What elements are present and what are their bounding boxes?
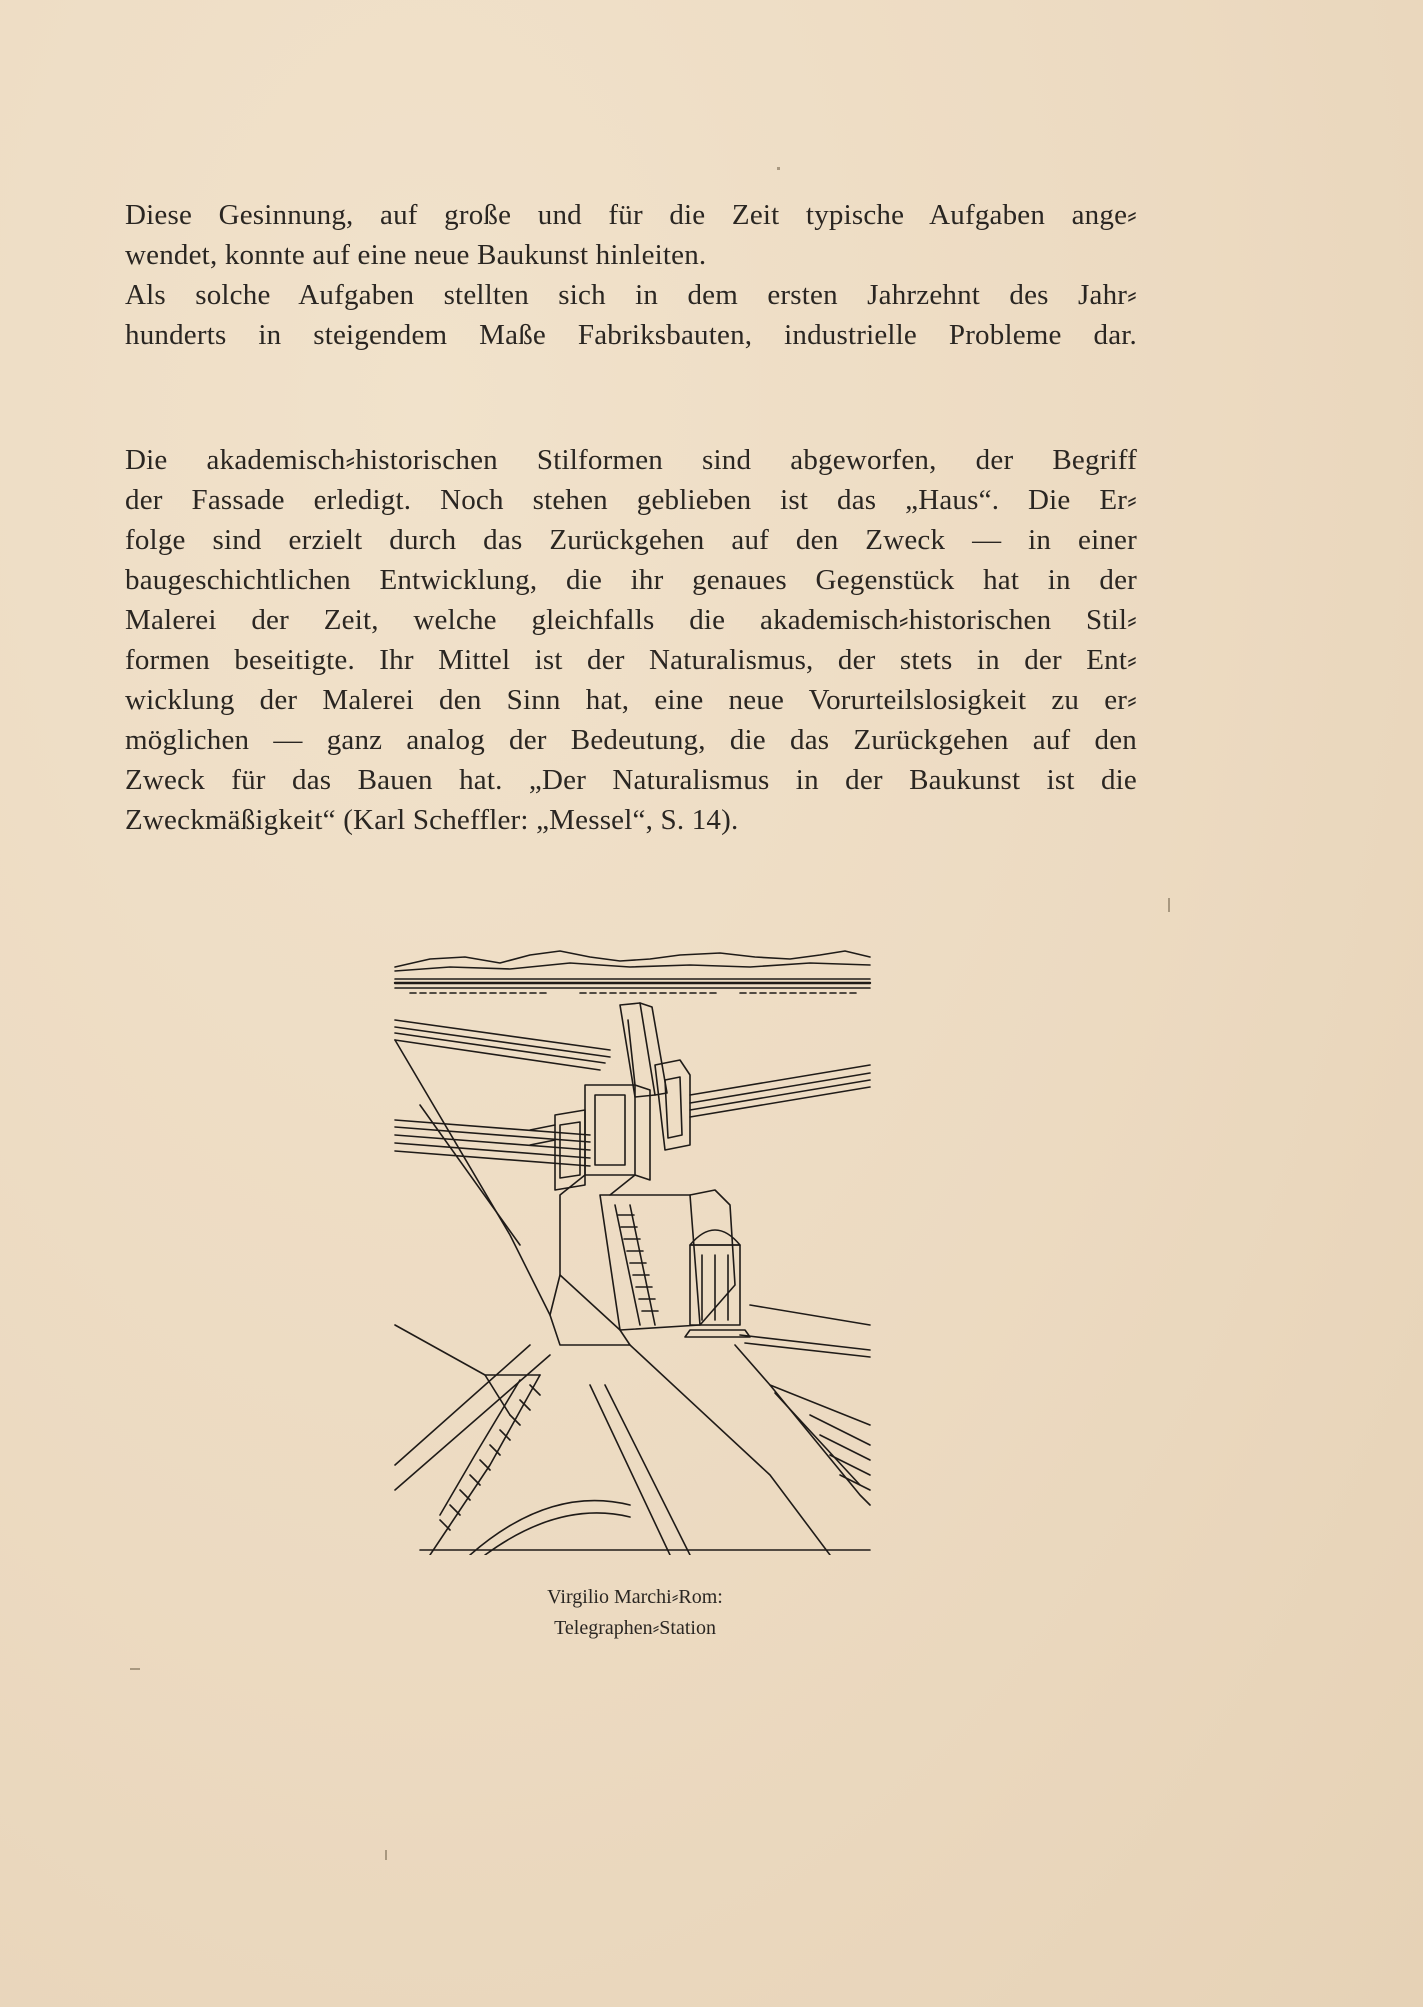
text-line: folge sind erzielt durch das Zurückgehen auf den Zweck — in einer: [125, 524, 1137, 556]
paper-speck: [777, 167, 780, 170]
text-line: Die akademisch⸗historischen Stilformen sind abgeworfen, der Begriff: [125, 444, 1137, 476]
text-line: baugeschichtlichen Entwicklung, die ihr genaues Gegenstück hat in der: [125, 564, 1137, 596]
text-line: Diese Gesinnung, auf große und für die Zeit typische Aufgaben ange⸗: [125, 199, 1137, 231]
paper-speck: [385, 1850, 387, 1860]
caption-line-2: Telegraphen⸗Station: [554, 1617, 716, 1639]
paper-speck: [1168, 898, 1170, 912]
text-line: möglichen — ganz analog der Bedeutung, die das Zurückgehen auf den: [125, 724, 1137, 756]
text-line: wendet, konnte auf eine neue Baukunst hinleiten.: [125, 239, 707, 271]
architectural-drawing-illustration: [390, 945, 875, 1555]
paragraph-1: [125, 195, 1137, 355]
text-line: der Fassade erledigt. Noch stehen geblieben ist das „Haus“. Die Er⸗: [125, 484, 1137, 516]
caption-line-1: Virgilio Marchi⸗Rom:: [547, 1586, 723, 1608]
text-line: wicklung der Malerei den Sinn hat, eine neue Vorurteilslosigkeit zu er⸗: [125, 684, 1137, 716]
text-line: Zweck für das Bauen hat. „Der Naturalismus in der Baukunst ist die: [125, 764, 1137, 796]
text-line: hunderts in steigendem Maße Fabriksbauten, industrielle Probleme dar.: [125, 319, 1137, 351]
text-line: Malerei der Zeit, welche gleichfalls die akademisch⸗historischen Stil⸗: [125, 604, 1137, 636]
paragraph-2: [125, 440, 1137, 840]
text-line: Zweckmäßigkeit“ (Karl Scheffler: „Messel“, S. 14).: [125, 804, 739, 836]
paper-speck: [130, 1668, 140, 1670]
figure-caption: [400, 1582, 870, 1644]
text-line: formen beseitigte. Ihr Mittel ist der Naturalismus, der stets in der Ent⸗: [125, 644, 1137, 676]
text-line: Als solche Aufgaben stellten sich in dem ersten Jahrzehnt des Jahr⸗: [125, 279, 1137, 311]
